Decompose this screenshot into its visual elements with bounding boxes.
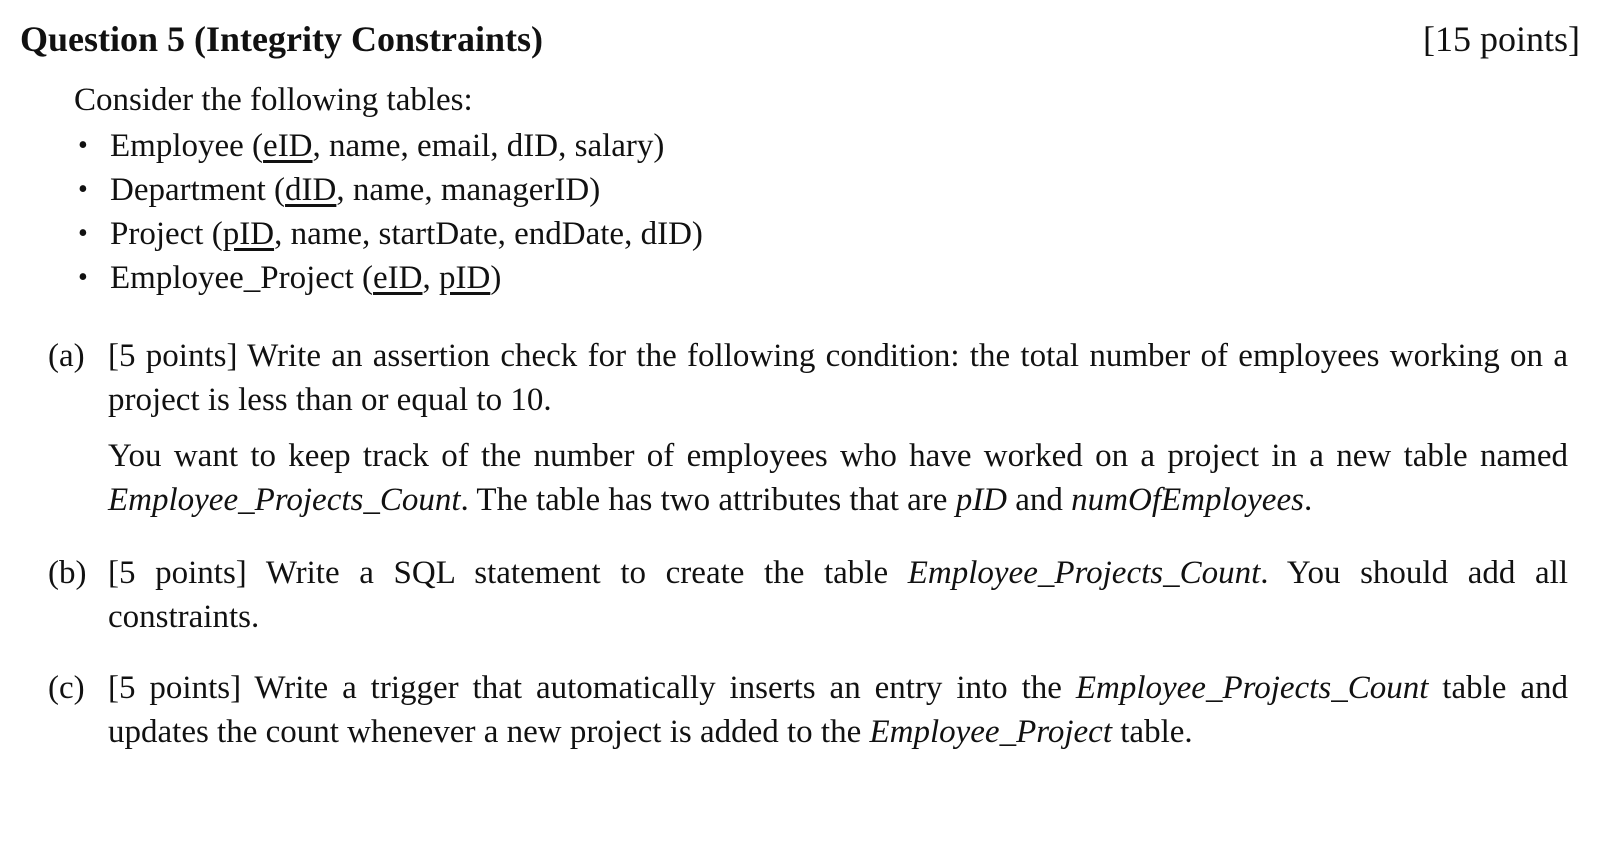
list-item: • Project (pID, name, startDate, endDate, dID) bbox=[74, 212, 703, 256]
part-text-segment: . You should add all constraints. bbox=[108, 555, 1568, 635]
table-name: Employee_Projects_Count bbox=[108, 482, 461, 518]
part-label: (b) bbox=[48, 555, 87, 591]
table-name: Department bbox=[110, 172, 266, 208]
part-text-segment: table and updates the count whenever a new project is added to the bbox=[108, 670, 1568, 750]
context-text: and bbox=[1007, 482, 1072, 518]
table-name: Employee bbox=[110, 128, 244, 164]
context-text: You want to keep track of the number of employees who have worked on a project in a new table named bbox=[108, 438, 1568, 474]
bullet-icon: • bbox=[78, 174, 88, 205]
table-name: Employee_Project bbox=[869, 714, 1112, 750]
bullet-icon: • bbox=[78, 218, 88, 249]
question-title: Question 5 (Integrity Constraints) bbox=[20, 19, 543, 59]
part-text-segment: [5 points] Write a SQL statement to create the table bbox=[108, 555, 908, 591]
list-item: • Employee (eID, name, email, dID, salary) bbox=[74, 124, 703, 168]
table-attributes: , name, startDate, endDate, dID) bbox=[274, 216, 703, 252]
table-name: Employee_Project bbox=[110, 260, 354, 296]
question-points: [15 points] bbox=[1423, 19, 1580, 59]
primary-key: dID bbox=[285, 172, 337, 208]
part-text-segment: [5 points] Write a trigger that automatically inserts an entry into the bbox=[108, 670, 1076, 706]
part-text-segment: table. bbox=[1112, 714, 1193, 750]
context-paragraph bbox=[108, 434, 1568, 522]
table-name: Employee_Projects_Count bbox=[907, 555, 1261, 591]
part-a bbox=[48, 334, 1568, 422]
part-c bbox=[48, 666, 1568, 754]
primary-key: eID bbox=[263, 128, 313, 164]
attribute-name: pID bbox=[955, 482, 1008, 518]
table-name: Project bbox=[110, 216, 204, 252]
part-text bbox=[108, 666, 1568, 754]
table-list bbox=[74, 124, 703, 300]
bullet-icon: • bbox=[78, 130, 88, 161]
attribute-name: numOfEmployees bbox=[1071, 482, 1304, 518]
part-label: (c) bbox=[48, 670, 85, 706]
primary-key: eID bbox=[373, 260, 423, 296]
question-header bbox=[20, 14, 1580, 64]
table-attributes: ) bbox=[490, 260, 502, 296]
table-attributes: , name, managerID) bbox=[336, 172, 601, 208]
intro-text: Consider the following tables: bbox=[74, 82, 473, 118]
part-text: [5 points] Write an assertion check for the following condition: the total number of employees working on a project is less than or equal to 10. bbox=[108, 338, 1568, 418]
table-attributes: , name, email, dID, salary) bbox=[312, 128, 665, 164]
primary-key: pID bbox=[222, 216, 275, 252]
primary-key: pID bbox=[438, 260, 491, 296]
list-item: • Employee_Project (eID, pID) bbox=[74, 256, 703, 300]
part-text bbox=[108, 551, 1568, 639]
list-item: • Department (dID, name, managerID) bbox=[74, 168, 703, 212]
part-b bbox=[48, 551, 1568, 639]
table-name: Employee_Projects_Count bbox=[1075, 670, 1429, 706]
context-text: . The table has two attributes that are bbox=[460, 482, 956, 518]
context-text: . bbox=[1303, 482, 1313, 518]
bullet-icon: • bbox=[78, 262, 88, 293]
part-label: (a) bbox=[48, 338, 85, 374]
